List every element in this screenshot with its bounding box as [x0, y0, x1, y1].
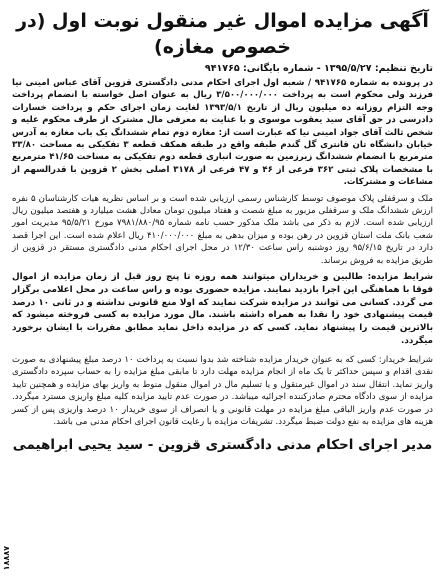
case-paragraph: در پرونده به شماره ۹۴۱۷۶۵ / شعبه اول اجرای احکام مدنی دادگستری قزوین آقای عباس امینی نیا فرزند ولی محکوم است به پرداخت ۳/۵۰۰/۰۰۰/۰۰۰ ریال به عنوان اصل خواسته با انضمام پرداخت وجه التزام روزانه ده میلیون ریال از تاریخ ۱۳۹۳/۵/۱ لغایت زمان اجرای حکم و پرداخت خسارات دادرسی در حق آقای سید یعقوب موسوی و با عنایت به معرفی مال مشترک از طرف محکوم علیه و شخص ثالث آقای جواد امینی نیا که عبارت است از: مغازه دوم تمام ششدانگ یک باب مغازه به آدرس خیابان دانشگاه تان قانتری گل گندم طبقه واقع در طبقه همکف قطعه ۳ تفکیکی به مساحت ۳۳/۸۰ مترمربع با انضمام ششدانگ زیرزمین به صورت انباری قطعه دوم تفکیکی به مساحت ۴۱/۶۵ مترمربع با مشخصات پلاک ثبتی ۳۶۲ فرعی از ۴۶ و ۴۷ فرعی از ۳۱۷۸ اصلی بخش ۲ قزوین با قدرالسهم از مشاعات و مشترکات. [12, 78, 434, 188]
notice-title: آگهی مزایده اموال غیر منقول نوبت اول (در خصوص مغازه) [16, 10, 429, 58]
buyer-conditions-paragraph: شرایط خریدار: کسی که به عنوان خریدار مزایده شناخته شد بدوا نسبت به پرداخت ۱۰ درصد مبلغ پیشنهادی به صورت نقدی اقدام و سپس حداکثر تا یک ماه از انجام مزایده مهلت دارد تا مابقی مبلغ مزایده را به حساب سپرده دادگستری واریز نماید. انتقال سند در اموال غیرمنقول و یا تسلیم مال در اموال منقول منوط به واریز بهای مزایده و همچنین تایید مزایده از سوی دادگاه محترم صادرکننده اجرائیه میباشد. در صورت عدم تایید مزایده کلیه مبلغ واریزی مسترد میگردد. در صورت عدم واریز الباقی مبلغ مزایده در مهلت قانونی و یا انصراف از سوی خریدار ۱۰ درصد واریزی پس از کسر هزینه های مزایده به نفع دولت ضبط میگردد. تشریفات مزایده با رعایت قانون اجرای احکام مدنی می باشد. [12, 354, 433, 427]
conditions-paragraph [12, 271, 433, 348]
notice-meta: تاریخ تنظیم: ۱۳۹۵/۵/۲۷ - شماره بایگانی: ۹۴۱۷۶۵ [204, 63, 433, 74]
side-code: ۱۸۸۸۷ [2, 545, 11, 570]
notice-signature: مدیر اجرای احکام مدنی دادگستری قزوین - سید یحیی ابراهیمی [12, 437, 433, 454]
conditions-text: طالبین و خریداران میتوانند همه روزه تا پنج روز قبل از زمان مزایده از اموال فوقا با هماهنگی این اجرا بازدید نمایند. مزایده حضوری بوده و راس ساعت در محل اعلامی برگزار می گردد. کسانی می توانند در مزایده شرکت نمایند که اولا منع قانونی نداشته و در ثانی ۱۰ درصد قیمت پیشنهادی خود را نقدا به همراه داشته باشند. مال مورد مزایده به کسی فروخته میشود که بالاترین قیمت را پیشنهاد نماید. کسی که در مزایده داخل نماید مطابق مقررات با ایشان برخورد میگردد. [12, 272, 433, 347]
valuation-paragraph: ملک و سرقفلی پلاک موصوف توسط کارشناس رسمی ارزیابی شده است و بر اساس نظریه هیات کارشناسان ۵ نفره ارزش ششدانگ ملک و سرقفلی مزبور به مبلغ شصت و هفتاد میلیون تومان معادل هشت میلیارد و هفتصد میلیون ریال ارزیابی شده است. لازم به ذکر می باشد ملک مذکور حسب نامه شماره ۷۹۸۱/۸۸۰/۹۵ مورخ ۹۵/۵/۲۱ مدیریت امور شعب بانک ملت استان قزوین در رهن بوده و میزان بدهی به مبلغ ۴۱۰/۰۰۰/۰۰۰ ریال اعلام شده است. این اجرا قصد دارد در تاریخ ۹۵/۶/۱۵ روز دوشنبه راس ساعت ۱۲/۳۰ در محل اجرای احکام مدنی دادگستری مستقر در قزوین از طریق مزایده به فروش برساند. [12, 193, 434, 266]
conditions-label: شرایط مزایده: [367, 272, 433, 283]
